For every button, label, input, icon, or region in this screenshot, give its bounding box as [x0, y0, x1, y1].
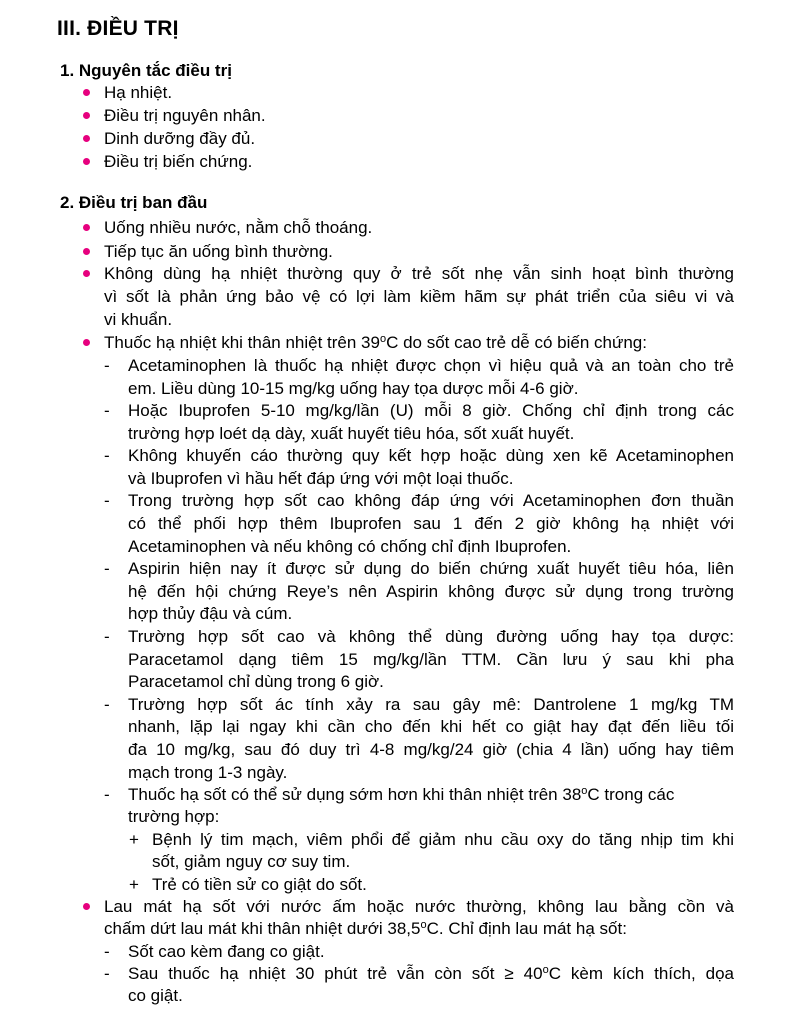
dash-marker: - [104, 627, 110, 646]
list-item: Dinh dưỡng đầy đủ. [104, 129, 256, 148]
list-item: Tiếp tục ăn uống bình thường. [104, 242, 333, 261]
paragraph-line: Sốt cao kèm đang co giật. [128, 942, 325, 961]
paragraph-line: em. Liều dùng 10-15 mg/kg uống hay tọa dược mỗi 4-6 giờ. [128, 379, 579, 398]
plus-marker: + [129, 875, 139, 894]
dash-marker: - [104, 695, 110, 714]
paragraph-line: Không dùng hạ nhiệt thường quy ở trẻ sốt nhẹ vẫn sinh hoạt bình thường [104, 264, 734, 283]
dash-marker: - [104, 964, 110, 983]
paragraph-line: Thuốc hạ nhiệt khi thân nhiệt trên 39$^o$C do sốt cao trẻ dễ có biến chứng: [104, 333, 647, 352]
paragraph-line: Acetaminophen và nếu không có chống chỉ định Ibuprofen. [128, 537, 572, 556]
paragraph-line: Sau thuốc hạ nhiệt 30 phút trẻ vẫn còn sốt ≥ $40^oC$ kèm kích thích, dọa [128, 964, 734, 983]
paragraph-line: Hoặc Ibuprofen 5-10 mg/kg/lần (U) mỗi 8 giờ. Chống chỉ định trong các [128, 401, 734, 420]
paragraph-line: Trong trường hợp sốt cao không đáp ứng với Acetaminophen đơn thuần [128, 491, 734, 510]
paragraph-line: trường hợp loét dạ dày, xuất huyết tiêu hóa, sốt xuất huyết. [128, 424, 575, 443]
dash-marker: - [104, 491, 110, 510]
paragraph-line: nhanh, lặp lại ngay khi cần cho đến khi hết co giật hay đạt đến liều tối [128, 717, 734, 736]
bullet-dot [83, 158, 90, 165]
dash-marker: - [104, 356, 110, 375]
paragraph-line: Trường hợp sốt cao và không thể dùng đường uống hay tọa dược: [128, 627, 734, 646]
list-item: Điều trị nguyên nhân. [104, 106, 266, 125]
paragraph-line: vi khuẩn. [104, 310, 173, 329]
paragraph-line: và Ibuprofen vì hầu hết đáp ứng với một loại thuốc. [128, 469, 514, 488]
dash-marker: - [104, 785, 110, 804]
paragraph-line: Lau mát hạ sốt với nước ấm hoặc nước thường, không lau bằng cồn và [104, 897, 734, 916]
paragraph-line: hợp thủy đậu và cúm. [128, 604, 293, 623]
paragraph-line: Không khuyến cáo thường quy kết hợp hoặc dùng xen kẽ Acetaminophen [128, 446, 734, 465]
plus-marker: + [129, 830, 139, 849]
subsection-title-initial-treatment: 2. Điều trị ban đầu [60, 193, 208, 212]
bullet-dot [83, 248, 90, 255]
subsection-title-principles: 1. Nguyên tắc điều trị [60, 61, 232, 80]
bullet-dot [83, 89, 90, 96]
paragraph-line: sốt, giảm nguy cơ suy tim. [152, 852, 351, 871]
list-item: Hạ nhiệt. [104, 83, 173, 102]
list-item: Uống nhiều nước, nằm chỗ thoáng. [104, 218, 373, 237]
dash-marker: - [104, 446, 110, 465]
dash-marker: - [104, 942, 110, 961]
paragraph-line: Acetaminophen là thuốc hạ nhiệt được chọn vì hiệu quả và an toàn cho trẻ [128, 356, 734, 375]
bullet-dot [83, 112, 90, 119]
paragraph-line: trường hợp: [128, 807, 220, 826]
paragraph-line: đa 10 mg/kg, sau đó duy trì 4-8 mg/kg/24 giờ (chia 4 lần) uống hay tiêm [128, 740, 734, 759]
paragraph-line: mạch trong 1-3 ngày. [128, 763, 288, 782]
paragraph-line: co giật. [128, 986, 183, 1005]
bullet-dot [83, 339, 90, 346]
bullet-dot [83, 903, 90, 910]
paragraph-line: chấm dứt lau mát khi thân nhiệt dưới 38,5$^o$C. Chỉ định lau mát hạ sốt: [104, 919, 627, 938]
bullet-dot [83, 135, 90, 142]
dash-marker: - [104, 401, 110, 420]
section-heading: III. ĐIỀU TRỊ [57, 17, 179, 40]
paragraph-line: Trẻ có tiền sử co giật do sốt. [152, 875, 367, 894]
paragraph-line: Paracetamol dạng tiêm 15 mg/kg/lần TTM. Cần lưu ý sau khi pha [128, 650, 734, 669]
paragraph-line: Paracetamol chỉ dùng trong 6 giờ. [128, 672, 384, 691]
bullet-dot [83, 224, 90, 231]
dash-marker: - [104, 559, 110, 578]
paragraph-line: Aspirin hiện nay ít được sử dụng do biến chứng xuất huyết tiêu hóa, liên [128, 559, 734, 578]
paragraph-line: vì sốt là phản ứng bảo vệ có lợi làm kiềm hãm sự phát triển của siêu vi và [104, 287, 734, 306]
paragraph-line: hệ đến hội chứng Reye’s nên Aspirin không được sử dụng trong trường [128, 582, 734, 601]
list-item: Điều trị biến chứng. [104, 152, 253, 171]
paragraph-line: Trường hợp sốt ác tính xảy ra sau gây mê: Dantrolene 1 mg/kg TM [128, 695, 734, 714]
bullet-dot [83, 270, 90, 277]
paragraph-line: có thể phối hợp thêm Ibuprofen sau 1 đến 2 giờ không hạ nhiệt với [128, 514, 734, 533]
paragraph-line: Bệnh lý tim mạch, viêm phổi để giảm nhu cầu oxy do tăng nhịp tim khi [152, 830, 734, 849]
paragraph-line: Thuốc hạ sốt có thể sử dụng sớm hơn khi thân nhiệt trên 38$^o$C trong các [128, 785, 675, 804]
